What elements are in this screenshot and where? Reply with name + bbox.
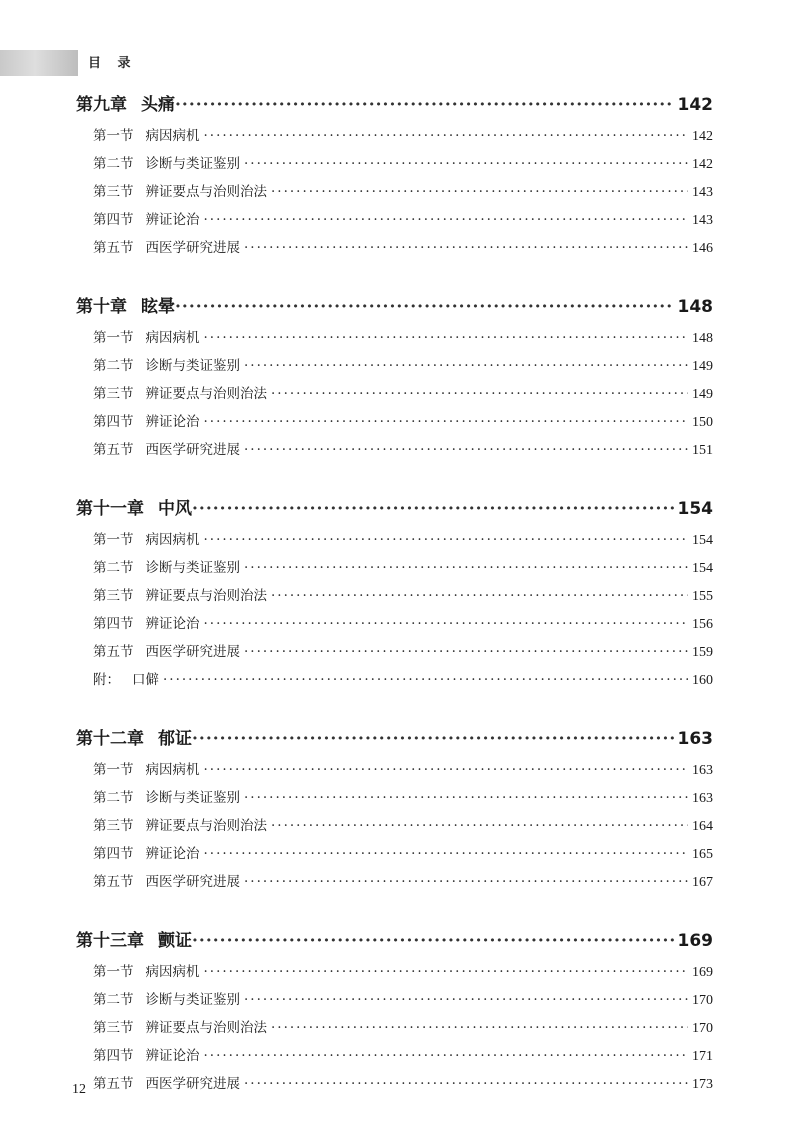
- chapter-page-number: 163: [677, 729, 713, 749]
- toc-section-entry[interactable]: [76, 582, 713, 610]
- section-page-number: 170: [692, 993, 713, 1008]
- section-title: 病因病机: [145, 532, 200, 548]
- section-page-number: 159: [692, 645, 713, 660]
- chapter-title: 眩晕: [141, 297, 175, 317]
- section-number: 第三节: [93, 1020, 134, 1036]
- dot-leader: [163, 666, 688, 694]
- chapter-number: 第十三章: [76, 931, 144, 951]
- chapter-number: 第十一章: [76, 499, 144, 519]
- section-title: 西医学研究进展: [145, 644, 240, 660]
- header-decoration: [0, 50, 78, 76]
- toc-section-entry[interactable]: [76, 526, 713, 554]
- section-title: 辨证要点与治则治法: [145, 386, 267, 402]
- dot-leader: [244, 352, 688, 380]
- toc-section-entry[interactable]: [76, 234, 713, 262]
- page-number: 12: [72, 1082, 86, 1097]
- section-title: 辨证要点与治则治法: [145, 1020, 267, 1036]
- section-title: 诊断与类证鉴别: [145, 560, 240, 576]
- section-page-number: 170: [692, 1021, 713, 1036]
- section-title: 病因病机: [145, 762, 200, 778]
- toc-chapter-entry[interactable]: [76, 722, 713, 756]
- toc-section-entry[interactable]: [76, 380, 713, 408]
- toc-section-entry[interactable]: [76, 178, 713, 206]
- dot-leader: [204, 324, 689, 352]
- toc-section-entry[interactable]: [76, 638, 713, 666]
- section-title: 西医学研究进展: [145, 874, 240, 890]
- dot-leader: [192, 722, 674, 756]
- toc-section-entry[interactable]: [76, 324, 713, 352]
- section-number: 附：: [93, 672, 120, 688]
- section-number: 第四节: [93, 846, 134, 862]
- section-title: 辨证论治: [145, 846, 200, 862]
- dot-leader: [204, 958, 689, 986]
- section-number: 第五节: [93, 240, 134, 256]
- section-number: 第四节: [93, 616, 134, 632]
- toc-section-entry[interactable]: [76, 756, 713, 784]
- dot-leader: [204, 1042, 689, 1070]
- section-number: 第二节: [93, 790, 134, 806]
- dot-leader: [244, 784, 688, 812]
- table-of-contents: [76, 88, 713, 1126]
- toc-section-entry[interactable]: [76, 150, 713, 178]
- dot-leader: [192, 924, 674, 958]
- section-number: 第三节: [93, 588, 134, 604]
- toc-section-entry[interactable]: [76, 812, 713, 840]
- section-page-number: 167: [692, 875, 713, 890]
- section-page-number: 149: [692, 387, 713, 402]
- dot-leader: [244, 986, 688, 1014]
- toc-chapter-entry[interactable]: [76, 88, 713, 122]
- dot-leader: [271, 582, 688, 610]
- dot-leader: [175, 290, 674, 324]
- section-number: 第一节: [93, 532, 134, 548]
- section-page-number: 163: [692, 763, 713, 778]
- dot-leader: [192, 492, 674, 526]
- toc-section-entry[interactable]: [76, 436, 713, 464]
- dot-leader: [204, 206, 689, 234]
- section-number: 第四节: [93, 212, 134, 228]
- section-number: 第二节: [93, 156, 134, 172]
- section-title: 辨证论治: [145, 1048, 200, 1064]
- toc-chapter-entry[interactable]: [76, 924, 713, 958]
- section-page-number: 163: [692, 791, 713, 806]
- dot-leader: [244, 234, 688, 262]
- toc-chapter: [76, 924, 713, 1098]
- chapter-page-number: 154: [677, 499, 713, 519]
- dot-leader: [244, 638, 688, 666]
- section-title: 诊断与类证鉴别: [145, 156, 240, 172]
- dot-leader: [244, 150, 688, 178]
- section-page-number: 155: [692, 589, 713, 604]
- page-header-title: 目 录: [88, 56, 137, 71]
- section-page-number: 150: [692, 415, 713, 430]
- section-number: 第五节: [93, 874, 134, 890]
- toc-section-entry[interactable]: [76, 122, 713, 150]
- dot-leader: [244, 436, 688, 464]
- toc-chapter: [76, 492, 713, 694]
- dot-leader: [244, 868, 688, 896]
- dot-leader: [244, 1070, 688, 1098]
- section-title: 西医学研究进展: [145, 442, 240, 458]
- toc-chapter: [76, 290, 713, 464]
- toc-chapter: [76, 88, 713, 262]
- section-title: 辨证要点与治则治法: [145, 818, 267, 834]
- dot-leader: [204, 756, 689, 784]
- toc-section-entry[interactable]: [76, 784, 713, 812]
- section-page-number: 143: [692, 185, 713, 200]
- section-number: 第四节: [93, 414, 134, 430]
- section-title: 诊断与类证鉴别: [145, 992, 240, 1008]
- section-page-number: 142: [692, 157, 713, 172]
- toc-section-entry[interactable]: [76, 408, 713, 436]
- section-page-number: 154: [692, 561, 713, 576]
- section-title: 病因病机: [145, 330, 200, 346]
- dot-leader: [244, 554, 688, 582]
- section-number: 第一节: [93, 964, 134, 980]
- section-page-number: 171: [692, 1049, 713, 1064]
- section-title: 辨证论治: [145, 212, 200, 228]
- toc-section-entry[interactable]: [76, 666, 713, 694]
- dot-leader: [175, 88, 674, 122]
- section-page-number: 169: [692, 965, 713, 980]
- section-title: 诊断与类证鉴别: [145, 790, 240, 806]
- section-page-number: 160: [692, 673, 713, 688]
- toc-chapter-entry[interactable]: [76, 492, 713, 526]
- section-page-number: 165: [692, 847, 713, 862]
- section-title: 诊断与类证鉴别: [145, 358, 240, 374]
- section-number: 第三节: [93, 818, 134, 834]
- chapter-number: 第十章: [76, 297, 127, 317]
- section-title: 西医学研究进展: [145, 240, 240, 256]
- dot-leader: [271, 178, 688, 206]
- section-number: 第五节: [93, 442, 134, 458]
- toc-section-entry[interactable]: [76, 1042, 713, 1070]
- toc-section-entry[interactable]: [76, 1014, 713, 1042]
- toc-chapter: [76, 722, 713, 896]
- section-page-number: 143: [692, 213, 713, 228]
- section-title: 辨证论治: [145, 414, 200, 430]
- section-page-number: 149: [692, 359, 713, 374]
- chapter-number: 第十二章: [76, 729, 144, 749]
- dot-leader: [204, 408, 689, 436]
- toc-section-entry[interactable]: [76, 840, 713, 868]
- chapter-title: 颤证: [158, 931, 192, 951]
- section-title: 口僻: [132, 672, 159, 688]
- section-page-number: 173: [692, 1077, 713, 1092]
- section-title: 病因病机: [145, 964, 200, 980]
- chapter-page-number: 169: [677, 931, 713, 951]
- dot-leader: [271, 812, 688, 840]
- section-page-number: 151: [692, 443, 713, 458]
- section-number: 第二节: [93, 560, 134, 576]
- toc-section-entry[interactable]: [76, 1070, 713, 1098]
- dot-leader: [271, 1014, 688, 1042]
- section-number: 第二节: [93, 358, 134, 374]
- toc-section-entry[interactable]: [76, 986, 713, 1014]
- toc-section-entry[interactable]: [76, 610, 713, 638]
- section-title: 病因病机: [145, 128, 200, 144]
- toc-section-entry[interactable]: [76, 352, 713, 380]
- section-page-number: 156: [692, 617, 713, 632]
- chapter-page-number: 148: [677, 297, 713, 317]
- section-title: 辨证论治: [145, 616, 200, 632]
- section-number: 第一节: [93, 128, 134, 144]
- chapter-title: 头痛: [141, 95, 175, 115]
- toc-section-entry[interactable]: [76, 554, 713, 582]
- section-number: 第五节: [93, 1076, 134, 1092]
- chapter-number: 第九章: [76, 95, 127, 115]
- toc-section-entry[interactable]: [76, 958, 713, 986]
- section-page-number: 142: [692, 129, 713, 144]
- section-page-number: 146: [692, 241, 713, 256]
- section-page-number: 154: [692, 533, 713, 548]
- section-number: 第四节: [93, 1048, 134, 1064]
- section-number: 第三节: [93, 386, 134, 402]
- section-number: 第五节: [93, 644, 134, 660]
- section-page-number: 148: [692, 331, 713, 346]
- section-number: 第二节: [93, 992, 134, 1008]
- toc-chapter-entry[interactable]: [76, 290, 713, 324]
- section-title: 辨证要点与治则治法: [145, 588, 267, 604]
- chapter-title: 中风: [158, 499, 192, 519]
- dot-leader: [204, 840, 689, 868]
- dot-leader: [204, 526, 689, 554]
- section-title: 辨证要点与治则治法: [145, 184, 267, 200]
- section-number: 第一节: [93, 330, 134, 346]
- toc-section-entry[interactable]: [76, 206, 713, 234]
- section-page-number: 164: [692, 819, 713, 834]
- chapter-page-number: 142: [677, 95, 713, 115]
- dot-leader: [204, 610, 689, 638]
- section-title: 西医学研究进展: [145, 1076, 240, 1092]
- dot-leader: [204, 122, 689, 150]
- dot-leader: [271, 380, 688, 408]
- section-number: 第一节: [93, 762, 134, 778]
- section-number: 第三节: [93, 184, 134, 200]
- chapter-title: 郁证: [158, 729, 192, 749]
- toc-section-entry[interactable]: [76, 868, 713, 896]
